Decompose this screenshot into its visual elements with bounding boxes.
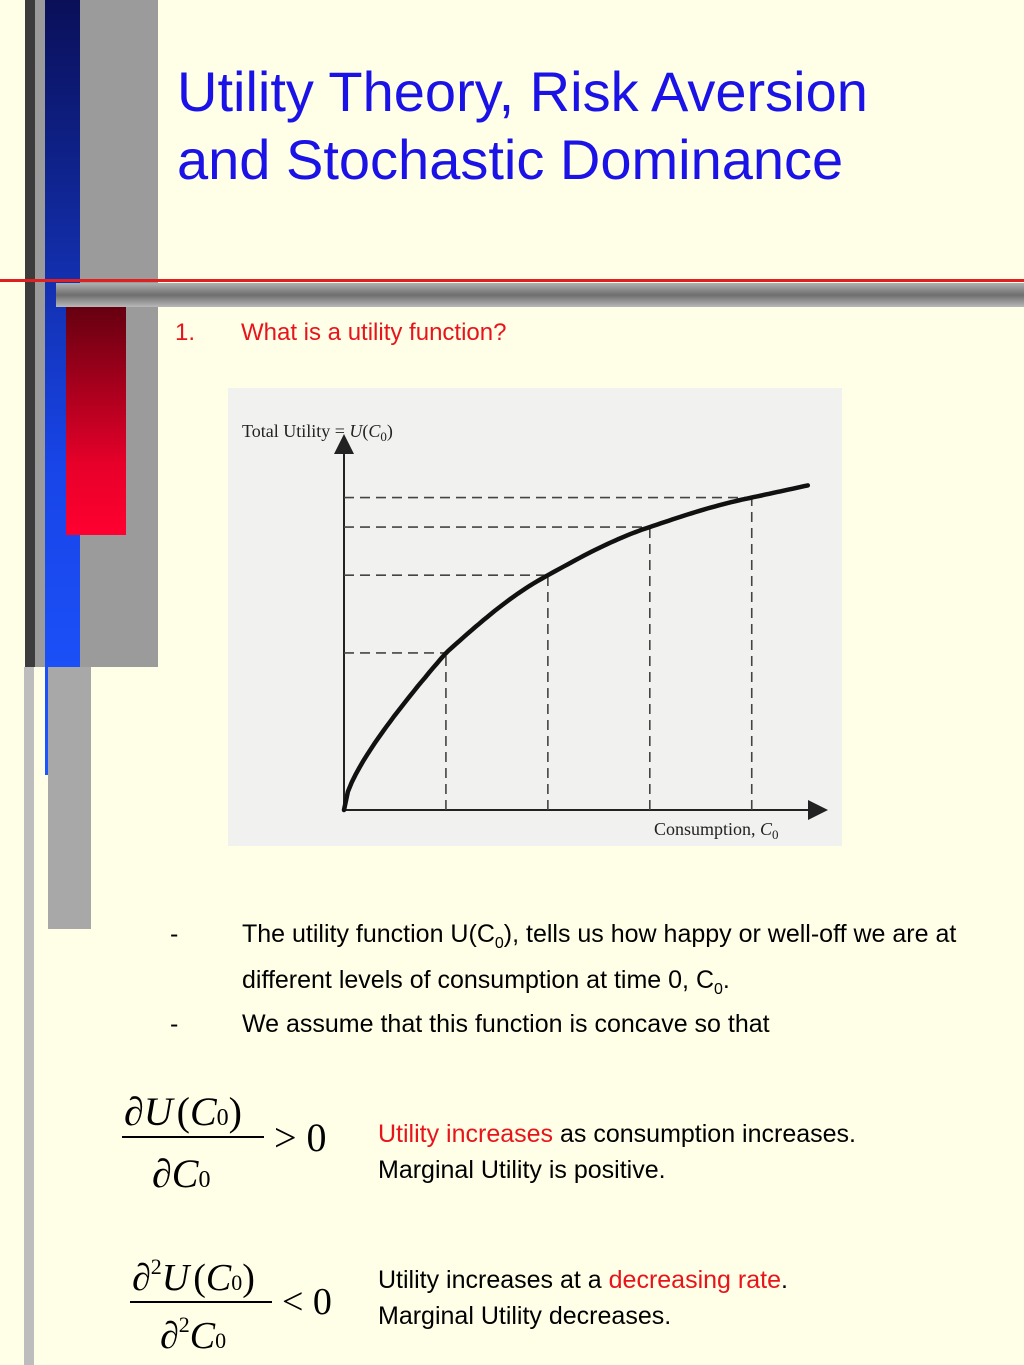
equation-second-derivative xyxy=(120,1246,360,1361)
slide-title-line-2: and Stochastic Dominance xyxy=(177,128,844,191)
decor-bar-gray-lower xyxy=(48,667,91,929)
eq1-numerator: ∂U (C0) xyxy=(124,1089,242,1134)
y-axis-label: Total Utility = $U(C_0)$ xyxy=(242,421,393,444)
eq2-highlight: decreasing rate xyxy=(608,1266,781,1294)
utility-figure xyxy=(228,388,842,846)
decor-bar-red xyxy=(66,307,126,535)
eq1-highlight: Utility increases xyxy=(378,1120,554,1148)
equation-first-derivative xyxy=(112,1085,352,1205)
slide-title xyxy=(177,58,997,194)
utility-curve xyxy=(344,485,808,810)
utility-chart xyxy=(228,388,842,846)
section-question: What is a utility function? xyxy=(241,319,507,346)
eq2-relation: < 0 xyxy=(282,1281,332,1323)
eq2-denominator: ∂$^2$C0 xyxy=(160,1312,227,1357)
bullet-dash: - xyxy=(170,1010,179,1038)
section-heading xyxy=(175,319,506,347)
eq1-denominator: ∂C0 xyxy=(152,1151,211,1196)
eq1-relation: > 0 xyxy=(274,1115,327,1160)
bullet-text: We assume that this function is concave so that xyxy=(242,1010,770,1038)
x-axis-label: Consumption, $C_0$ xyxy=(654,819,779,842)
title-divider-gray xyxy=(56,283,1024,307)
decor-bar-gray-bottom xyxy=(24,667,34,1365)
slide-title-line-1: Utility Theory, Risk Aversion xyxy=(177,60,868,123)
bullet-dash: - xyxy=(170,920,179,948)
eq1-description: Utility increases as consumption increases. Marginal Utility is positive. xyxy=(378,1120,856,1184)
bullet-text: The utility function $U(C_0)$, tells us how happy or well-off we are at different levels of consumption at time 0, $C_0$. xyxy=(242,920,957,998)
decor-bar-dark-strip xyxy=(25,0,35,667)
title-divider-red xyxy=(0,279,1024,282)
section-number: 1. xyxy=(175,319,196,346)
eq2-description: Utility increases at a decreasing rate. Marginal Utility decreases. xyxy=(378,1266,788,1330)
eq2-numerator: ∂$^2$U (C0) xyxy=(132,1254,255,1299)
